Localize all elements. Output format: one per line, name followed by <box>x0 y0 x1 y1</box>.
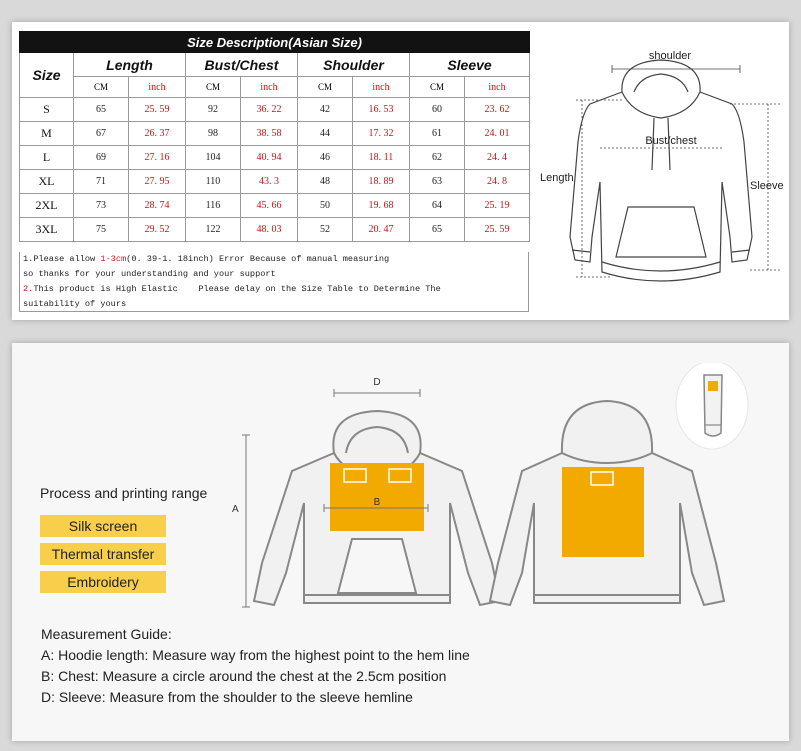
shoulder-in-cell: 18. 11 <box>353 146 410 170</box>
shoulder-in-cell: 17. 32 <box>353 122 410 146</box>
sleeve-in-cell: 24. 8 <box>465 170 530 194</box>
shoulder-cm-cell: 52 <box>298 218 353 242</box>
size-cell: XL <box>20 170 74 194</box>
length-in-cell: 27. 16 <box>129 146 186 170</box>
bust-in-cell: 45. 66 <box>241 194 298 218</box>
bust-in-cell: 43. 3 <box>241 170 298 194</box>
unit-row <box>20 77 530 98</box>
sleeve-cm-cell: 64 <box>410 194 465 218</box>
unit-cm: CM <box>410 77 465 98</box>
shoulder-cm-cell: 48 <box>298 170 353 194</box>
note2-rest: This product is High Elastic Please delay on the Size Table to Determine The <box>33 284 441 294</box>
length-cm-cell: 75 <box>74 218 129 242</box>
bust-cm-cell: 98 <box>186 122 241 146</box>
printing-title: Process and printing range <box>40 485 208 501</box>
length-label: Length <box>540 172 574 184</box>
bust-label: Bust/chest <box>645 135 697 147</box>
shoulder-cm-cell: 50 <box>298 194 353 218</box>
group-length: Length <box>74 53 186 77</box>
note1-rest: (0. 39-1. 18inch) Error Because of manual measuring <box>126 254 390 264</box>
size-cell: 3XL <box>20 218 74 242</box>
unit-cm: CM <box>186 77 241 98</box>
bust-in-cell: 36. 22 <box>241 98 298 122</box>
note-line-4: suitability of yours <box>23 299 127 309</box>
size-table <box>19 31 530 242</box>
unit-cm: CM <box>298 77 353 98</box>
sleeve-in-cell: 23. 62 <box>465 98 530 122</box>
sleeve-cm-cell: 60 <box>410 98 465 122</box>
bust-cm-cell: 116 <box>186 194 241 218</box>
print-range-diagram <box>232 363 772 643</box>
back-print-area <box>562 467 644 557</box>
print-guide-panel <box>12 343 789 741</box>
note-line-3 <box>23 282 525 297</box>
note1-range: 1-3cm <box>100 254 127 264</box>
guide-line-d: D: Sleeve: Measure from the shoulder to the sleeve hemline <box>41 689 413 705</box>
note-line-1 <box>23 252 525 267</box>
sleeve-cm-cell: 62 <box>410 146 465 170</box>
sleeve-cm-cell: 61 <box>410 122 465 146</box>
table-row <box>20 194 530 218</box>
bust-in-cell: 40. 94 <box>241 146 298 170</box>
size-chart-panel <box>12 22 789 320</box>
note-line-2: so thanks for your understanding and your support <box>23 269 276 279</box>
length-cm-cell: 73 <box>74 194 129 218</box>
group-shoulder: Shoulder <box>298 53 410 77</box>
sleeve-in-cell: 25. 59 <box>465 218 530 242</box>
bust-cm-cell: 110 <box>186 170 241 194</box>
length-cm-cell: 69 <box>74 146 129 170</box>
label-b: B <box>373 497 381 508</box>
table-row <box>20 122 530 146</box>
method-embroidery: Embroidery <box>40 571 166 593</box>
size-cell: M <box>20 122 74 146</box>
unit-cm: CM <box>74 77 129 98</box>
hoodie-measure-diagram <box>530 32 788 312</box>
measurement-guide <box>41 624 470 708</box>
guide-line-a: A: Hoodie length: Measure way from the highest point to the hem line <box>41 647 470 663</box>
unit-inch: inch <box>129 77 186 98</box>
unit-inch: inch <box>353 77 410 98</box>
sleeve-in-cell: 24. 4 <box>465 146 530 170</box>
method-thermal-transfer: Thermal transfer <box>40 543 166 565</box>
length-in-cell: 28. 74 <box>129 194 186 218</box>
table-row <box>20 218 530 242</box>
shoulder-label: shoulder <box>648 50 692 62</box>
size-header: Size <box>20 53 74 98</box>
bust-cm-cell: 92 <box>186 98 241 122</box>
length-in-cell: 26. 37 <box>129 122 186 146</box>
sleeve-inset <box>676 363 748 449</box>
table-row <box>20 170 530 194</box>
shoulder-cm-cell: 42 <box>298 98 353 122</box>
shoulder-in-cell: 20. 47 <box>353 218 410 242</box>
sleeve-in-cell: 25. 19 <box>465 194 530 218</box>
shoulder-in-cell: 18. 89 <box>353 170 410 194</box>
shoulder-cm-cell: 44 <box>298 122 353 146</box>
length-cm-cell: 71 <box>74 170 129 194</box>
length-in-cell: 27. 95 <box>129 170 186 194</box>
group-bust: Bust/Chest <box>186 53 298 77</box>
label-d: D <box>373 377 381 388</box>
size-cell: S <box>20 98 74 122</box>
table-row <box>20 98 530 122</box>
length-in-cell: 25. 59 <box>129 98 186 122</box>
shoulder-in-cell: 16. 53 <box>353 98 410 122</box>
unit-inch: inch <box>241 77 298 98</box>
method-silk-screen: Silk screen <box>40 515 166 537</box>
bust-cm-cell: 122 <box>186 218 241 242</box>
group-sleeve: Sleeve <box>410 53 530 77</box>
guide-title: Measurement Guide: <box>41 626 172 642</box>
size-notes <box>19 252 529 312</box>
guide-line-b: B: Chest: Measure a circle around the chest at the 2.5cm position <box>41 668 447 684</box>
note1-prefix: 1.Please allow <box>23 254 101 264</box>
bust-in-cell: 38. 58 <box>241 122 298 146</box>
sleeve-label: Sleeve <box>750 180 784 192</box>
unit-inch: inch <box>465 77 530 98</box>
label-a: A <box>232 504 239 515</box>
table-title: Size Description(Asian Size) <box>20 32 530 53</box>
sleeve-cm-cell: 65 <box>410 218 465 242</box>
bust-in-cell: 48. 03 <box>241 218 298 242</box>
table-row <box>20 146 530 170</box>
length-cm-cell: 65 <box>74 98 129 122</box>
sleeve-in-cell: 24. 01 <box>465 122 530 146</box>
length-cm-cell: 67 <box>74 122 129 146</box>
length-in-cell: 29. 52 <box>129 218 186 242</box>
size-cell: 2XL <box>20 194 74 218</box>
shoulder-cm-cell: 46 <box>298 146 353 170</box>
size-rows <box>20 98 530 242</box>
note2-num: 2. <box>23 284 34 294</box>
size-cell: L <box>20 146 74 170</box>
shoulder-in-cell: 19. 68 <box>353 194 410 218</box>
sleeve-print-area <box>708 381 718 391</box>
sleeve-cm-cell: 63 <box>410 170 465 194</box>
bust-cm-cell: 104 <box>186 146 241 170</box>
